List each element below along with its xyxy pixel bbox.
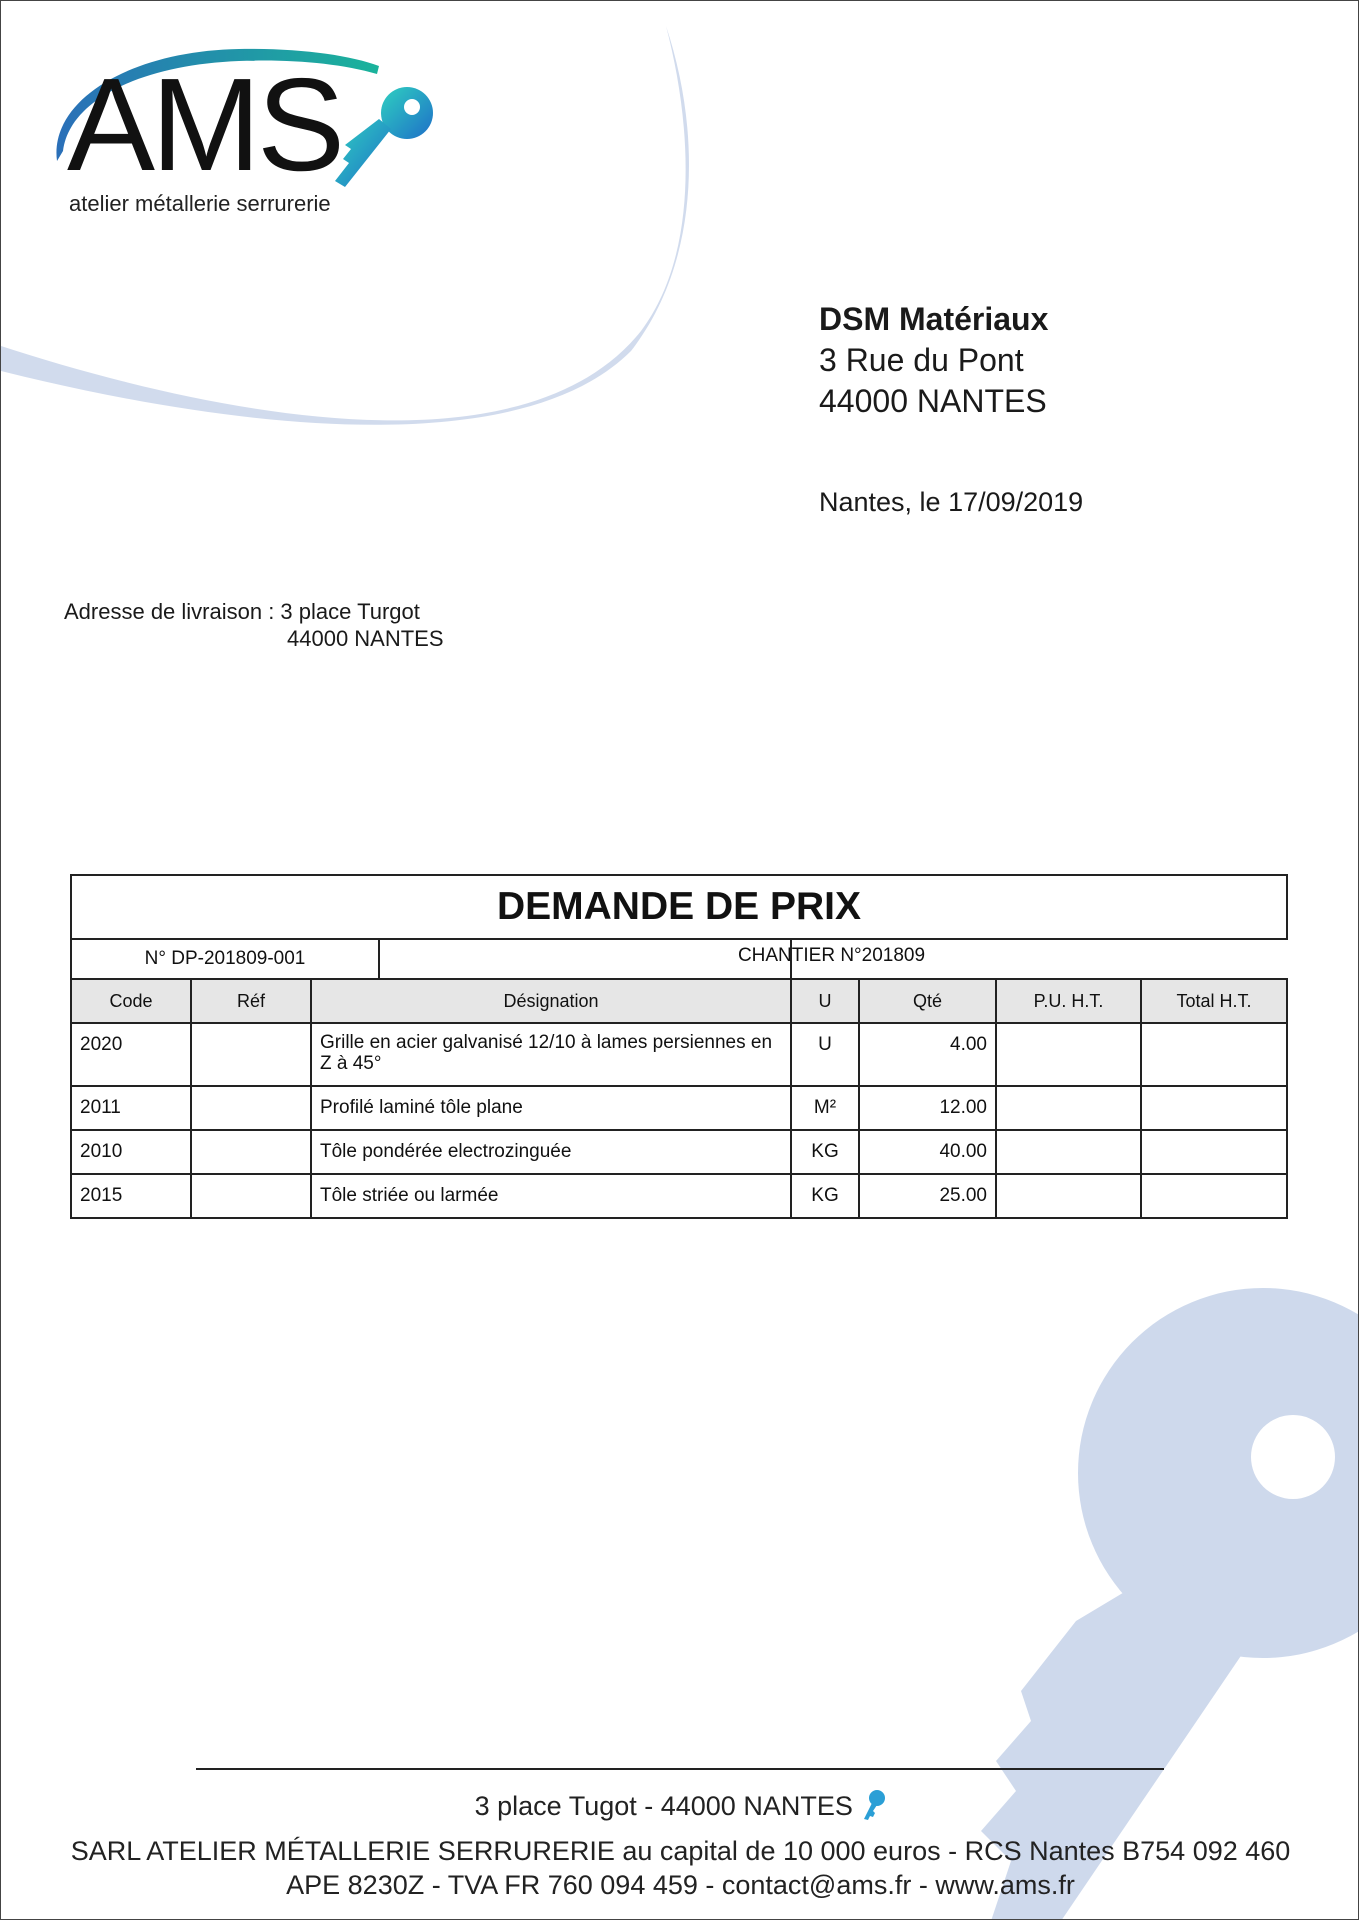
- cell-total: [1141, 1174, 1287, 1218]
- cell-qty: 4.00: [859, 1023, 996, 1086]
- cell-designation: Profilé laminé tôle plane: [311, 1086, 791, 1130]
- recipient-street: 3 Rue du Pont: [819, 342, 1024, 378]
- cell-ref: [191, 1174, 311, 1218]
- cell-code: 2010: [71, 1130, 191, 1174]
- cell-ref: [191, 1130, 311, 1174]
- cell-pu: [996, 1130, 1141, 1174]
- recipient-address: [819, 299, 1048, 422]
- footer-address-line: [1, 1789, 1359, 1822]
- footer-address: 3 place Tugot - 44000 NANTES: [474, 1791, 853, 1821]
- cell-pu: [996, 1174, 1141, 1218]
- cell-qty: 40.00: [859, 1130, 996, 1174]
- col-header: Qté: [859, 979, 996, 1023]
- cell-total: [1141, 1086, 1287, 1130]
- document-title: DEMANDE DE PRIX: [71, 875, 1287, 939]
- company-logo: [49, 41, 439, 221]
- logo-key-icon: [335, 87, 433, 187]
- cell-designation: Grille en acier galvanisé 12/10 à lames persiennes en Z à 45°: [311, 1023, 791, 1086]
- cell-designation: Tôle pondérée electrozinguée: [311, 1130, 791, 1174]
- chantier-number: CHANTIER N°201809: [737, 945, 926, 966]
- cell-unit: M²: [791, 1086, 859, 1130]
- cell-pu: [996, 1023, 1141, 1086]
- col-header: Code: [71, 979, 191, 1023]
- cell-ref: [191, 1086, 311, 1130]
- cell-pu: [996, 1086, 1141, 1130]
- letter-date: Nantes, le 17/09/2019: [819, 487, 1084, 517]
- cell-unit: KG: [791, 1174, 859, 1218]
- brand-tagline: atelier métallerie serrurerie: [69, 191, 331, 216]
- table-row: [71, 1130, 1287, 1174]
- delivery-address: [64, 598, 444, 652]
- footer-divider: [196, 1768, 1164, 1770]
- cell-qty: 12.00: [859, 1086, 996, 1130]
- footer-key-icon: [860, 1789, 886, 1821]
- table-header-row: [71, 979, 1287, 1023]
- table-row: [71, 1174, 1287, 1218]
- footer-contact: APE 8230Z - TVA FR 760 094 459 - contact@ams.fr - www.ams.fr: [286, 1870, 1075, 1900]
- cell-unit: KG: [791, 1130, 859, 1174]
- cell-code: 2015: [71, 1174, 191, 1218]
- col-header: U: [791, 979, 859, 1023]
- delivery-label: Adresse de livraison : 3 place Turgot: [64, 599, 420, 624]
- cell-total: [1141, 1023, 1287, 1086]
- table-row: [71, 1023, 1287, 1086]
- col-header: Total H.T.: [1141, 979, 1287, 1023]
- recipient-name: DSM Matériaux: [819, 301, 1049, 337]
- cell-unit: U: [791, 1023, 859, 1086]
- footer-legal: SARL ATELIER MÉTALLERIE SERRURERIE au capital de 10 000 euros - RCS Nantes B754 092 460: [70, 1836, 1291, 1866]
- cell-designation: Tôle striée ou larmée: [311, 1174, 791, 1218]
- document-number: N° DP-201809-001: [72, 940, 380, 978]
- watermark-key-icon: [981, 1288, 1359, 1920]
- col-header: P.U. H.T.: [996, 979, 1141, 1023]
- cell-code: 2011: [71, 1086, 191, 1130]
- brand-name: AMS: [67, 51, 342, 198]
- cell-total: [1141, 1130, 1287, 1174]
- cell-code: 2020: [71, 1023, 191, 1086]
- cell-ref: [191, 1023, 311, 1086]
- col-header: Réf: [191, 979, 311, 1023]
- table-row: [71, 1086, 1287, 1130]
- cell-qty: 25.00: [859, 1174, 996, 1218]
- recipient-city: 44000 NANTES: [819, 383, 1047, 419]
- price-request-table: [70, 874, 1288, 1219]
- col-header: Désignation: [311, 979, 791, 1023]
- delivery-city: 44000 NANTES: [287, 626, 444, 651]
